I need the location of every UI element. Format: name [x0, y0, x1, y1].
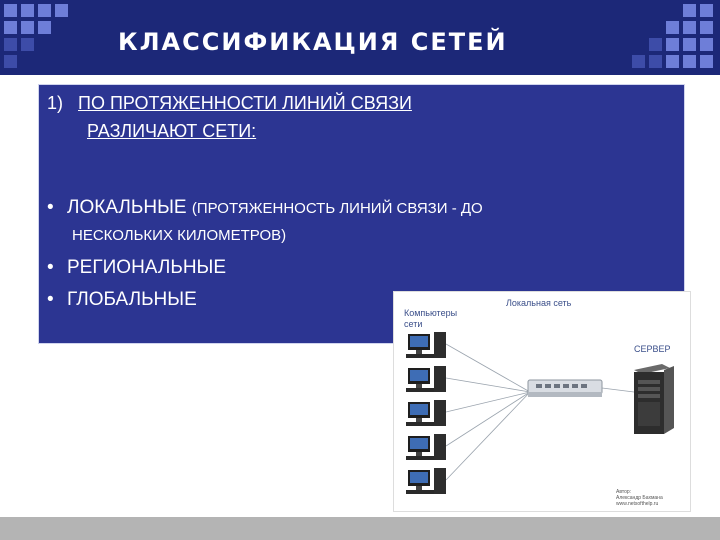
network-diagram — [393, 291, 691, 512]
footer-bar — [0, 517, 720, 540]
computer-icon — [406, 366, 446, 392]
decor-square — [666, 21, 679, 34]
decor-square — [683, 55, 696, 68]
server-icon — [634, 364, 674, 434]
bullet-text: ГЛОБАЛЬНЫЕ — [67, 289, 197, 310]
bullet-note-continued: НЕСКОЛЬКИХ КИЛОМЕТРОВ) — [72, 227, 287, 244]
decor-square — [683, 21, 696, 34]
server-label: СЕРВЕР — [634, 344, 671, 354]
point-number: 1) — [47, 93, 64, 113]
point-line-2: РАЗЛИЧАЮТ СЕТИ: — [87, 121, 257, 141]
network-cable — [446, 392, 530, 446]
decor-square — [38, 4, 51, 17]
decor-square — [649, 38, 662, 51]
author-credit — [616, 489, 663, 507]
author-line1: Автор: — [616, 489, 632, 495]
bullet-local — [47, 197, 483, 219]
decor-square — [666, 55, 679, 68]
computers-label — [404, 308, 457, 330]
decor-square — [700, 55, 713, 68]
computer-icon — [406, 468, 446, 494]
computer-icon — [406, 332, 446, 358]
bullet-regional — [47, 257, 226, 279]
decor-square — [55, 4, 68, 17]
bullet-dot: • — [47, 257, 54, 278]
decor-square — [21, 21, 34, 34]
bullet-dot: • — [47, 197, 54, 218]
point-line-1 — [47, 93, 412, 114]
network-label: Локальная сеть — [506, 298, 572, 308]
computer-icon — [406, 434, 446, 460]
server-cable — [602, 388, 634, 392]
bullet-dot: • — [47, 289, 54, 310]
point-heading: ПО ПРОТЯЖЕННОСТИ ЛИНИЙ СВЯЗИ — [78, 93, 412, 113]
decor-square — [666, 38, 679, 51]
bullet-global — [47, 289, 197, 311]
decor-square — [700, 4, 713, 17]
header-bar — [0, 0, 720, 75]
author-line2: Александр Бахмана — [616, 495, 663, 501]
bullet-text: РЕГИОНАЛЬНЫЕ — [67, 257, 227, 278]
decor-square — [683, 38, 696, 51]
network-cable — [446, 392, 530, 480]
decor-square — [4, 4, 17, 17]
decor-square — [4, 21, 17, 34]
decor-square — [700, 21, 713, 34]
decor-square — [21, 4, 34, 17]
decor-square — [21, 38, 34, 51]
bullet-note: (ПРОТЯЖЕННОСТЬ ЛИНИЙ СВЯЗИ - ДО — [191, 200, 483, 217]
slide-title: КЛАССИФИКАЦИЯ СЕТЕЙ — [118, 28, 508, 56]
decor-square — [4, 55, 17, 68]
bullet-text: ЛОКАЛЬНЫЕ — [67, 197, 187, 218]
decor-square — [700, 38, 713, 51]
computers-group — [406, 332, 446, 494]
computer-icon — [406, 400, 446, 426]
switch — [528, 380, 602, 397]
computers-label-line2: сети — [404, 319, 423, 329]
decor-square — [4, 38, 17, 51]
computers-label-line1: Компьютеры — [404, 308, 458, 318]
decor-square — [649, 55, 662, 68]
decor-square — [632, 55, 645, 68]
author-line3: www.netsofthelp.ru — [616, 501, 659, 507]
network-cables — [446, 344, 634, 480]
decor-square — [683, 4, 696, 17]
decor-square — [38, 21, 51, 34]
network-cable — [446, 392, 530, 412]
